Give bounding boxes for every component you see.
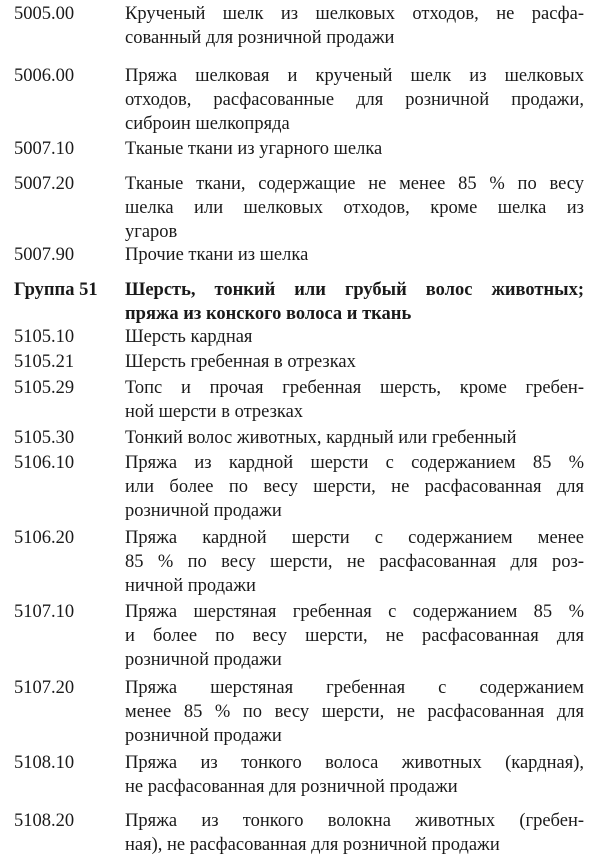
entry-description bbox=[125, 451, 584, 524]
entry-description bbox=[125, 137, 584, 161]
desc-line: Пряжа из тонкого волокна животных (гребен- bbox=[125, 811, 584, 831]
desc-line: отходов, расфасованные для розничной продажи, bbox=[125, 90, 584, 111]
entry-description bbox=[125, 325, 584, 349]
desc-line: или более по весу шерсти, не расфасованная для bbox=[125, 477, 584, 498]
desc-line: Пряжа из тонкого волоса животных (кардная), bbox=[125, 753, 584, 773]
desc-line: ничной продажи bbox=[125, 576, 256, 597]
entry-code: 5007.20 bbox=[14, 174, 75, 194]
entry-code: 5007.90 bbox=[14, 245, 75, 265]
entry-code: 5105.10 bbox=[14, 327, 75, 347]
desc-line: 85 % по весу шерсти, не расфасованная для роз- bbox=[125, 552, 584, 573]
desc-line: Пряжа шелковая и крученый шелк из шелковых bbox=[125, 66, 584, 86]
desc-line: розничной продажи bbox=[125, 726, 282, 747]
desc-line: менее 85 % по весу шерсти, не расфасованная для bbox=[125, 702, 584, 723]
desc-line: угаров bbox=[125, 222, 178, 243]
entry-code: 5106.20 bbox=[14, 528, 75, 548]
desc-line: не расфасованная для розничной продажи bbox=[125, 777, 458, 798]
desc-line: Шерсть гребенная в отрезках bbox=[125, 352, 356, 372]
desc-line: Тканые ткани, содержащие не менее 85 % по весу bbox=[125, 174, 584, 194]
desc-line: пряжа из конского волоса и ткань bbox=[125, 304, 412, 325]
desc-line: Пряжа из кардной шерсти с содержанием 85 % bbox=[125, 453, 584, 473]
desc-line: Шерсть, тонкий или грубый волос животных; bbox=[125, 280, 584, 300]
desc-line: Пряжа шерстяная гребенная с содержанием bbox=[125, 678, 584, 698]
desc-line: сованный для розничной продажи bbox=[125, 28, 395, 49]
entry-description bbox=[125, 2, 584, 50]
group-code: Группа 51 bbox=[14, 280, 98, 300]
entry-description bbox=[125, 350, 584, 374]
entry-description bbox=[125, 376, 584, 424]
desc-line: Крученый шелк из шелковых отходов, не расфа- bbox=[125, 4, 584, 24]
entry-description bbox=[125, 600, 584, 673]
entry-code: 5108.20 bbox=[14, 811, 75, 831]
desc-line: сиброин шелкопряда bbox=[125, 114, 290, 135]
entry-code: 5105.29 bbox=[14, 378, 75, 398]
desc-line: Тканые ткани из угарного шелка bbox=[125, 139, 383, 159]
entry-code: 5105.30 bbox=[14, 428, 75, 448]
entry-description bbox=[125, 809, 584, 857]
entry-description bbox=[125, 243, 584, 267]
desc-line: ная), не расфасованная для розничной продажи bbox=[125, 835, 500, 856]
entry-description bbox=[125, 426, 584, 450]
group-title bbox=[125, 278, 584, 326]
desc-line: Пряжа кардной шерсти с содержанием менее bbox=[125, 528, 584, 548]
desc-line: розничной продажи bbox=[125, 501, 282, 522]
entry-code: 5105.21 bbox=[14, 352, 75, 372]
entry-description bbox=[125, 751, 584, 799]
desc-line: и более по весу шерсти, не расфасованная для bbox=[125, 626, 584, 647]
entry-description bbox=[125, 172, 584, 245]
entry-code: 5106.10 bbox=[14, 453, 75, 473]
entry-description bbox=[125, 526, 584, 599]
entry-code: 5007.10 bbox=[14, 139, 75, 159]
desc-line: Шерсть кардная bbox=[125, 327, 253, 347]
desc-line: розничной продажи bbox=[125, 650, 282, 671]
entry-code: 5006.00 bbox=[14, 66, 75, 86]
entry-code: 5107.10 bbox=[14, 602, 75, 622]
desc-line: Прочие ткани из шелка bbox=[125, 245, 309, 265]
entry-description bbox=[125, 64, 584, 137]
entry-code: 5108.10 bbox=[14, 753, 75, 773]
desc-line: ной шерсти в отрезках bbox=[125, 402, 304, 423]
entry-code: 5107.20 bbox=[14, 678, 75, 698]
desc-line: шелка или шелковых отходов, кроме шелка из bbox=[125, 198, 584, 219]
desc-line: Пряжа шерстяная гребенная с содержанием 85 % bbox=[125, 602, 584, 622]
desc-line: Топс и прочая гребенная шерсть, кроме гребен- bbox=[125, 378, 584, 398]
entry-description bbox=[125, 676, 584, 749]
desc-line: Тонкий волос животных, кардный или гребенный bbox=[125, 428, 517, 448]
entry-code: 5005.00 bbox=[14, 4, 75, 24]
